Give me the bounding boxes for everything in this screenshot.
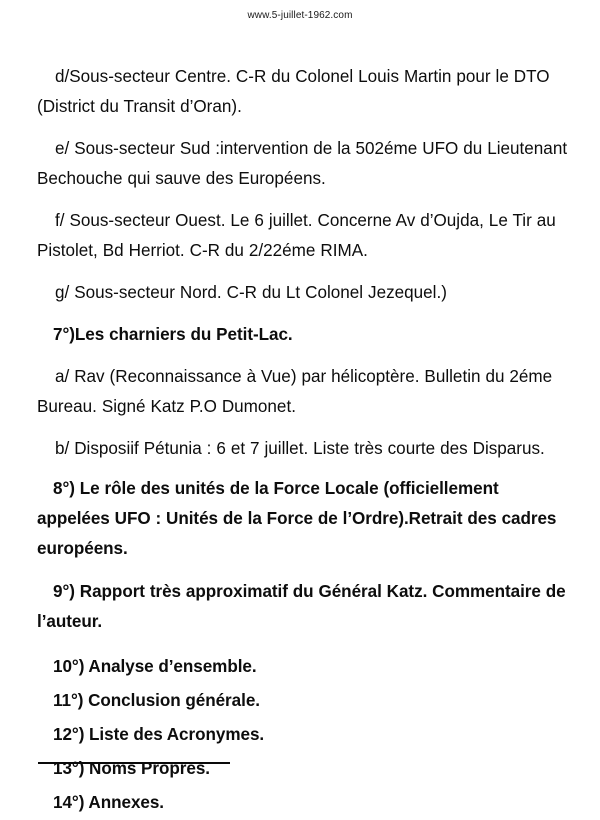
paragraph-sous-secteur-centre: d/Sous-secteur Centre. C-R du Colonel Louis Martin pour le DTO (District du Transit d’Oran). bbox=[37, 67, 550, 116]
heading-section-9-rapport-katz: 9°) Rapport très approximatif du Général Katz. Commentaire de l’auteur. bbox=[37, 582, 566, 631]
document-body bbox=[37, 62, 573, 820]
entry-section-13-noms: 13°) Noms Propres. bbox=[53, 759, 210, 778]
paragraph-sous-secteur-ouest: f/ Sous-secteur Ouest. Le 6 juillet. Concerne Av d’Oujda, Le Tir au Pistolet, Bd Herriot. C-R du 2/22éme RIMA. bbox=[37, 211, 556, 260]
paragraph-sous-secteur-nord: g/ Sous-secteur Nord. C-R du Lt Colonel Jezequel.) bbox=[55, 283, 447, 302]
section-entry-list bbox=[37, 650, 573, 820]
paragraph-dispositif-petunia: b/ Disposiif Pétunia : 6 et 7 juillet. Liste très courte des Disparus. bbox=[55, 439, 545, 458]
heading-section-7-charniers: 7°)Les charniers du Petit-Lac. bbox=[53, 325, 293, 344]
footnote-separator-rule bbox=[38, 762, 230, 764]
paragraph-sous-secteur-sud: e/ Sous-secteur Sud :intervention de la 502éme UFO du Lieutenant Bechouche qui sauve des Européens. bbox=[37, 139, 568, 188]
site-watermark-header: www.5-juillet-1962.com bbox=[247, 10, 353, 21]
entry-section-14-annexes: 14°) Annexes. bbox=[53, 793, 165, 812]
heading-section-8-force-locale: 8°) Le rôle des unités de la Force Locale (officiellement appelées UFO : Unités de la Force de l’Ordre).Retrait des cadres européens. bbox=[37, 479, 557, 558]
entry-section-12-acronymes: 12°) Liste des Acronymes. bbox=[53, 725, 265, 744]
paragraph-rav-helicoptere: a/ Rav (Reconnaissance à Vue) par hélicoptère. Bulletin du 2éme Bureau. Signé Katz P.O Dumonet. bbox=[37, 367, 553, 416]
entry-section-10-analyse: 10°) Analyse d’ensemble. bbox=[53, 657, 257, 676]
entry-section-11-conclusion: 11°) Conclusion générale. bbox=[53, 691, 260, 710]
